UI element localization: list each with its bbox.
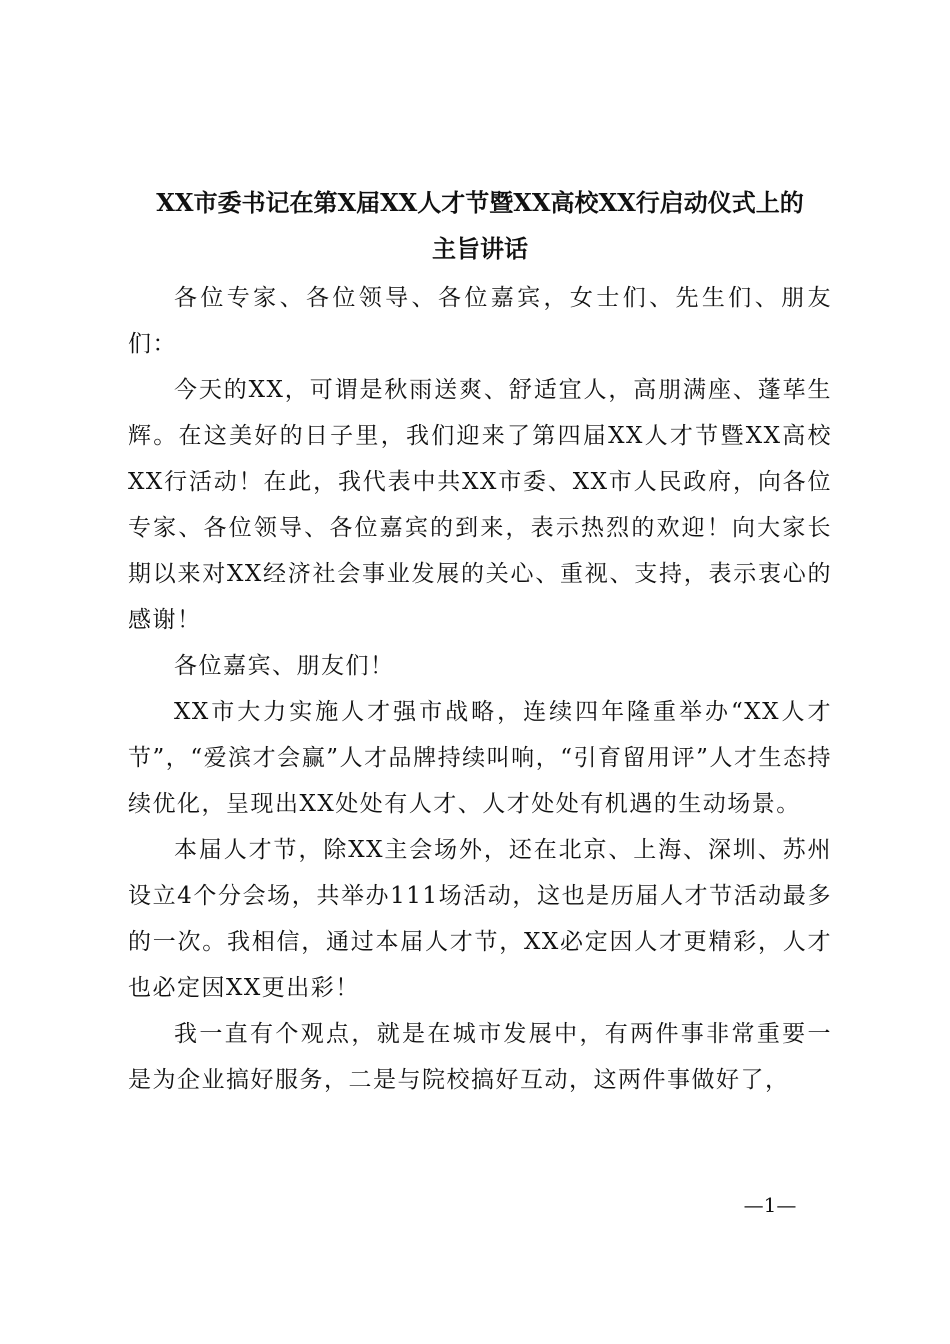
paragraph-welcome: 今天的XX，可谓是秋雨送爽、舒适宜人，高朋满座、蓬荜生辉。在这美好的日子里，我们迎来了第四届XX人才节暨XX高校XX行活动！在此，我代表中共XX市委、XX市人民政府，向各位专家、各位领导、各位嘉宾的到来，表示热烈的欢迎！向大家长期以来对XX经济社会事业发展的关心、重视、支持，表示衷心的感谢！ — [128, 377, 832, 633]
document-title — [110, 180, 850, 272]
paragraph-talent-strategy: XX市大力实施人才强市战略，连续四年隆重举办“XX人才节”，“爱滨才会赢”人才品牌持续叫响，“引育留用评”人才生态持续优化，呈现出XX处处有人才、人才处处有机遇的生动场景。 — [128, 699, 832, 817]
title-line-1: XX市委书记在第X届XX人才节暨XX高校XX行启动仪式上的 — [156, 188, 804, 217]
page-number: —1— — [743, 1193, 797, 1217]
paragraph-greeting: 各位专家、各位领导、各位嘉宾，女士们、先生们、朋友们： — [128, 285, 832, 357]
document-body — [128, 275, 832, 1103]
paragraph-viewpoint: 我一直有个观点，就是在城市发展中，有两件事非常重要一是为企业搞好服务，二是与院校搞好互动，这两件事做好了， — [128, 1021, 832, 1093]
title-line-2: 主旨讲话 — [432, 234, 528, 263]
paragraph-festival-venues: 本届人才节，除XX主会场外，还在北京、上海、深圳、苏州设立4个分会场，共举办111场活动，这也是历届人才节活动最多的一次。我相信，通过本届人才节，XX必定因人才更精彩，人才也必定因XX更出彩！ — [128, 837, 832, 1001]
paragraph-address: 各位嘉宾、朋友们！ — [174, 653, 395, 679]
